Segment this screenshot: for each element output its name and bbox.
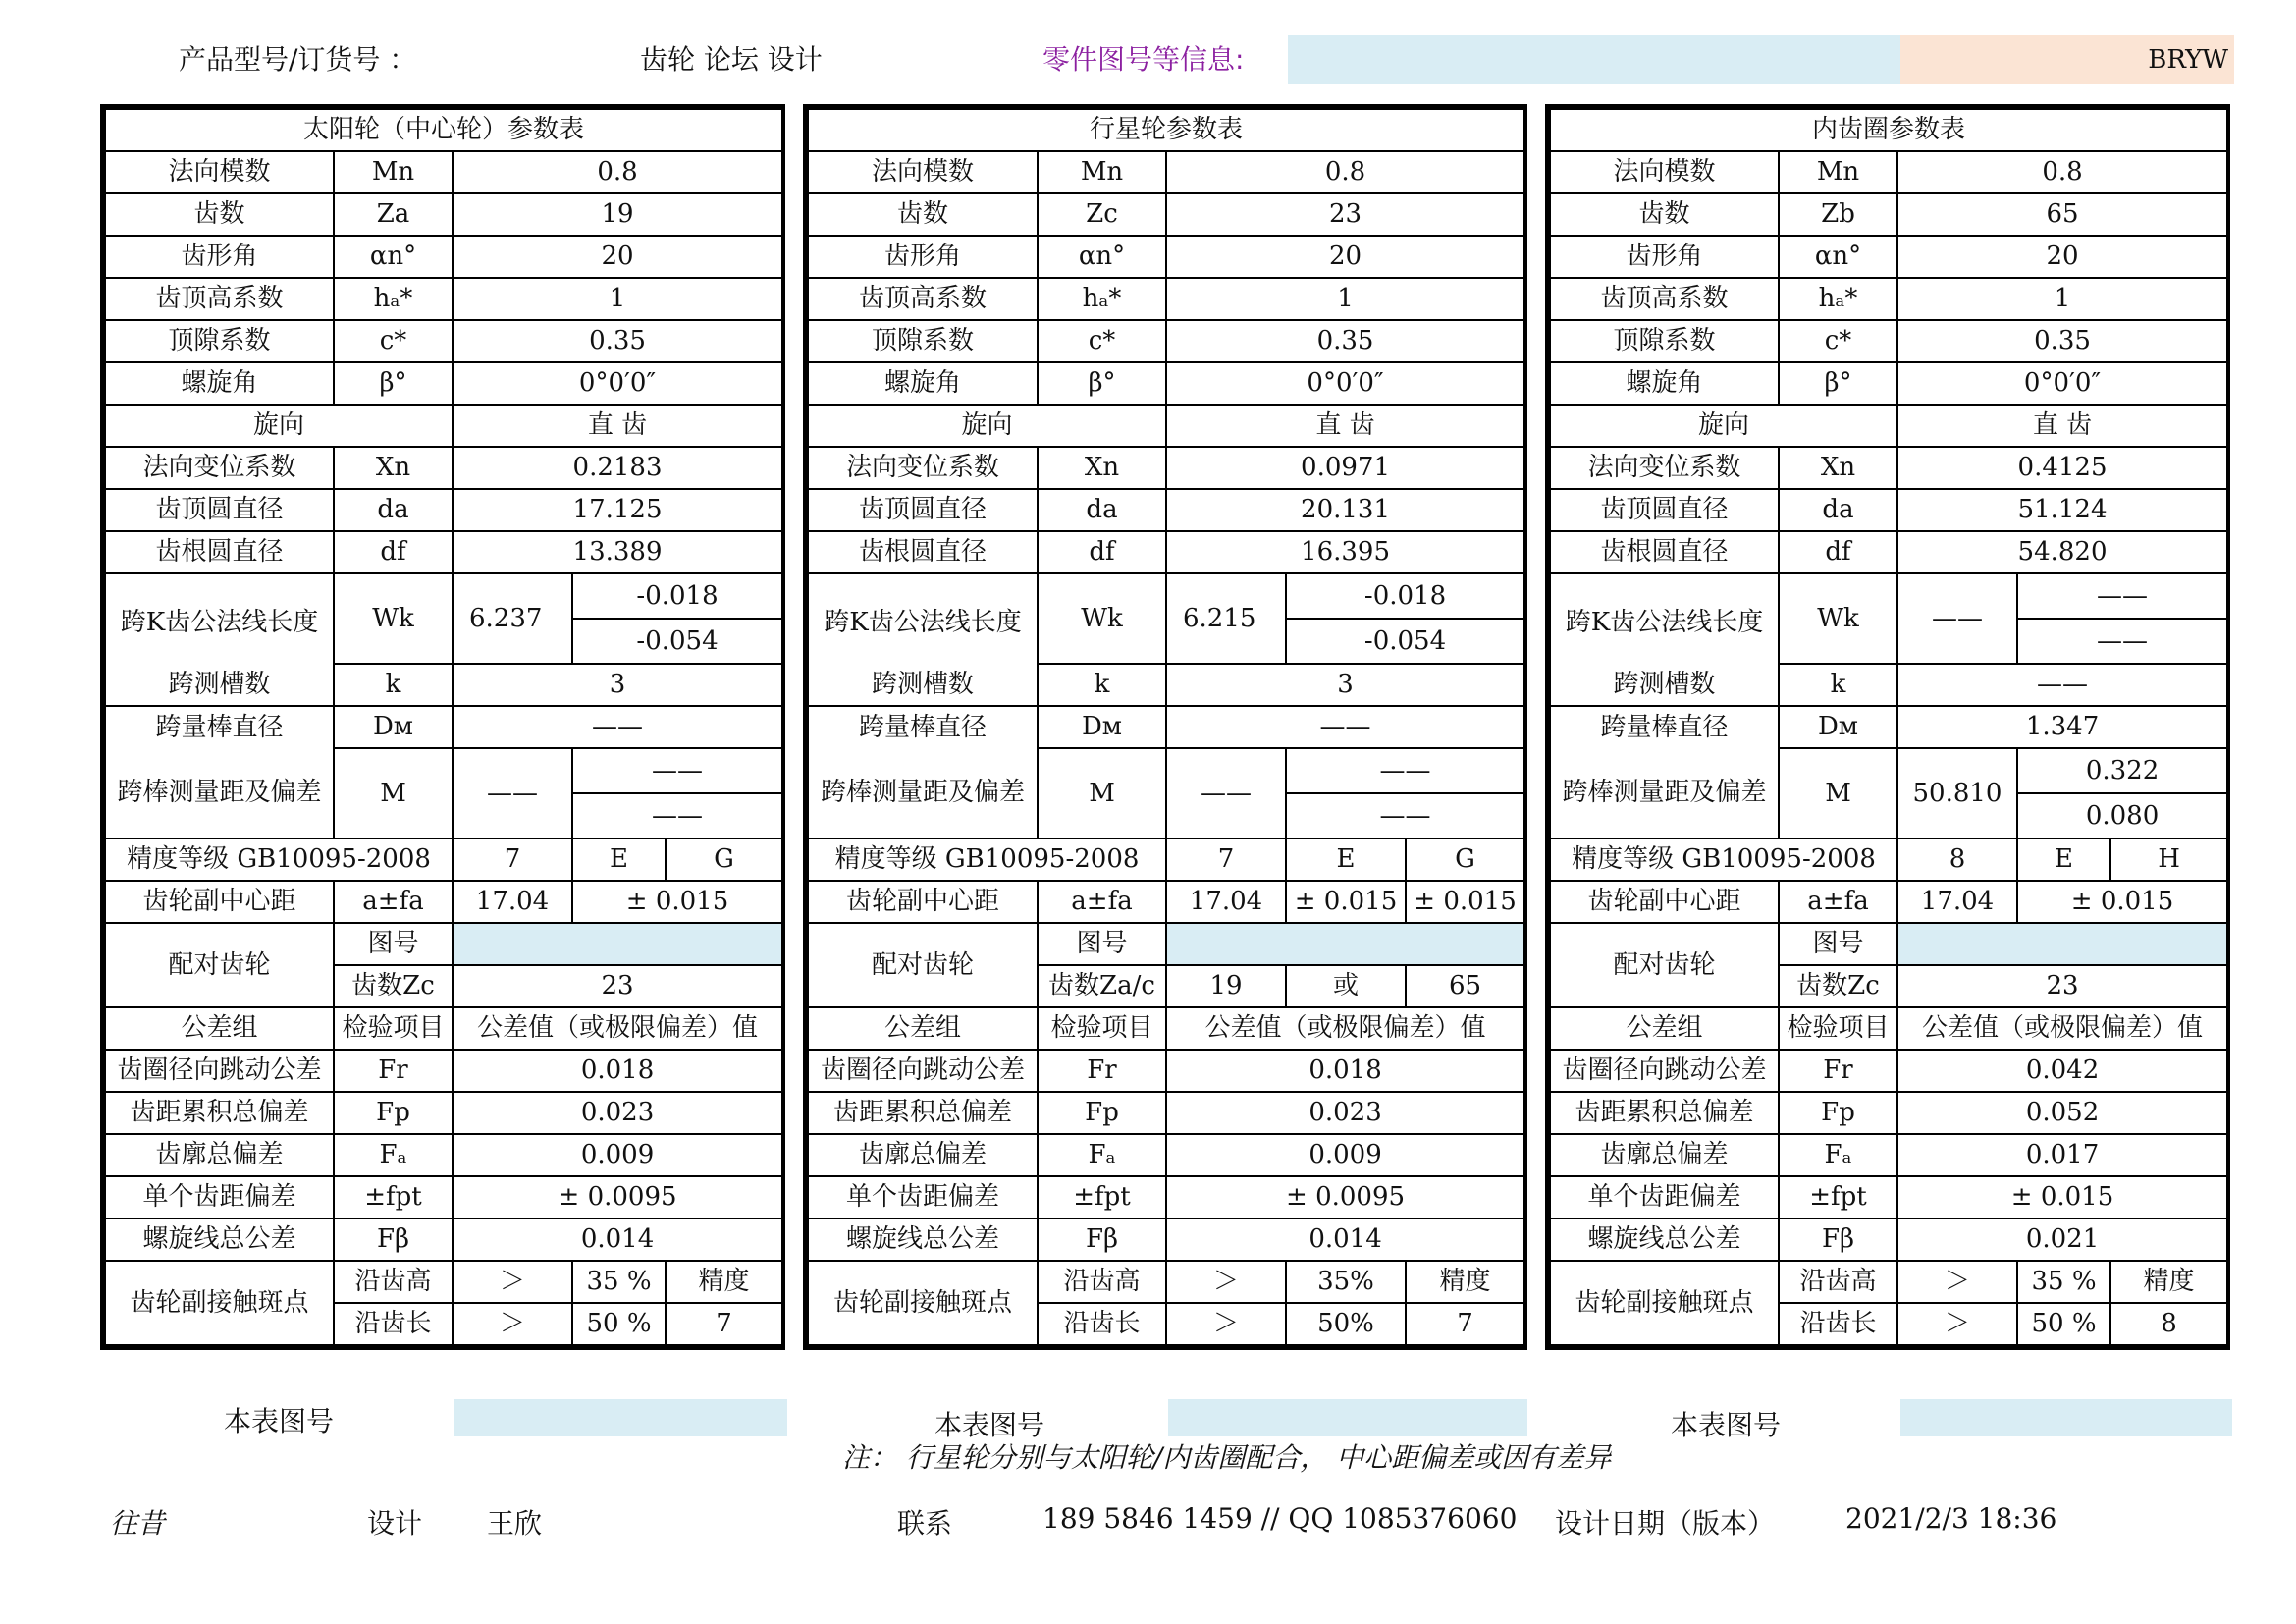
row-symbol: Fₐ	[1779, 1134, 1897, 1176]
planet-gear-table	[807, 108, 1525, 1346]
value-cell[interactable]: 6.215	[1166, 573, 1286, 664]
value-cell[interactable]: 20.131	[1166, 489, 1524, 531]
row-symbol: Fr	[1038, 1050, 1166, 1092]
row-symbol: 沿齿长	[1038, 1303, 1166, 1345]
row-symbol: hₐ*	[1038, 278, 1166, 320]
value-cell[interactable]: 0°0′0″	[1897, 362, 2227, 405]
accuracy-value[interactable]: 8	[2110, 1303, 2227, 1345]
value-cell[interactable]: 3	[1166, 664, 1524, 706]
table-title: 太阳轮（中心轮）参数表	[105, 109, 782, 151]
value-cell[interactable]: 17.04	[1897, 881, 2017, 923]
upper-deviation[interactable]: -0.018	[1287, 574, 1523, 620]
value-cell[interactable]: 0.8	[453, 151, 782, 193]
row-symbol: 图号	[1038, 923, 1166, 965]
upper-deviation[interactable]: ——	[2018, 574, 2226, 620]
row-label: 齿顶圆直径	[1550, 489, 1779, 531]
value-cell[interactable]: 直 齿	[1166, 405, 1524, 447]
lower-deviation[interactable]: ——	[1379, 801, 1431, 831]
value-cell[interactable]: 0.4125	[1897, 447, 2227, 489]
value-cell[interactable]: 0.052	[1897, 1092, 2227, 1134]
lower-deviation[interactable]: -0.054	[636, 626, 719, 656]
value-cell[interactable]: 1	[1166, 278, 1524, 320]
row-symbol: 沿齿高	[334, 1261, 453, 1303]
row-symbol: ±fpt	[334, 1176, 453, 1218]
value-cell[interactable]: 23	[453, 965, 782, 1007]
accuracy-value[interactable]: 7	[666, 1303, 782, 1345]
row-symbol: df	[1038, 531, 1166, 573]
row-label: 跨量棒直径	[1550, 706, 1779, 748]
accuracy-value[interactable]: 7	[1406, 1303, 1524, 1345]
value-cell[interactable]: ——	[1897, 573, 2017, 664]
mate-z-sun[interactable]: 19	[1166, 965, 1286, 1007]
row-label: 齿圈径向跳动公差	[105, 1050, 334, 1092]
value-cell[interactable]: ——	[1166, 748, 1286, 839]
row-symbol: 图号	[334, 923, 453, 965]
row-label: 齿顶高系数	[808, 278, 1038, 320]
row-label: 单个齿距偏差	[808, 1176, 1038, 1218]
row-symbol: Fp	[1038, 1092, 1166, 1134]
row-label: 齿轮副中心距	[1550, 881, 1779, 923]
row-symbol: da	[1038, 489, 1166, 531]
row-symbol: Xn	[1038, 447, 1166, 489]
row-symbol: Fr	[1779, 1050, 1897, 1092]
row-label: 跨K齿公法线长度	[1565, 607, 1764, 637]
row-symbol: αn°	[1779, 236, 1897, 278]
row-symbol: Dм	[1038, 706, 1166, 748]
row-label: 齿顶高系数	[105, 278, 334, 320]
row-label: 齿距累积总偏差	[105, 1092, 334, 1134]
row-label: 齿根圆直径	[105, 531, 334, 573]
center-tolerance[interactable]: ± 0.015	[2017, 881, 2227, 923]
row-symbol: Dм	[334, 706, 453, 748]
row-symbol: a±fa	[1038, 881, 1166, 923]
planet-table-number-label: 本表图号	[934, 1409, 1045, 1441]
row-symbol: M	[1779, 748, 1897, 839]
row-label: 配对齿轮	[1550, 923, 1779, 1007]
value-cell[interactable]: 16.395	[1166, 531, 1524, 573]
row-symbol: 检验项目	[1038, 1007, 1166, 1050]
row-symbol: k	[1038, 664, 1166, 706]
row-label: 齿形角	[105, 236, 334, 278]
row-label: 齿圈径向跳动公差	[1550, 1050, 1779, 1092]
value-cell[interactable]: 50 %	[2017, 1303, 2110, 1345]
center-tolerance[interactable]: ± 0.015	[572, 881, 782, 923]
table-title: 内齿圈参数表	[1550, 109, 2227, 151]
value-cell[interactable]: 50 %	[572, 1303, 666, 1345]
row-label: 跨棒测量距及偏差	[105, 748, 334, 839]
value-cell[interactable]: 6.237	[453, 573, 572, 664]
sun-gear-panel	[100, 104, 785, 1350]
gt-sign: ＞	[453, 1261, 572, 1303]
value-cell[interactable]: 0.014	[453, 1218, 782, 1261]
value-cell[interactable]: 35 %	[2017, 1261, 2110, 1303]
value-cell[interactable]: 直 齿	[453, 405, 782, 447]
value-cell[interactable]: ——	[453, 748, 572, 839]
wk-label-cell	[808, 573, 1038, 664]
value-cell[interactable]: 1	[453, 278, 782, 320]
gt-sign: ＞	[1166, 1261, 1286, 1303]
value-cell[interactable]: 17.125	[453, 489, 782, 531]
row-label: 法向变位系数	[105, 447, 334, 489]
value-cell[interactable]: 0.8	[1166, 151, 1524, 193]
row-symbol: c*	[1779, 320, 1897, 362]
row-symbol: 齿数Zc	[334, 965, 453, 1007]
value-cell[interactable]: 0.017	[1897, 1134, 2227, 1176]
mate-drawing-field[interactable]	[1166, 923, 1524, 965]
row-symbol: df	[334, 531, 453, 573]
grade-e[interactable]: E	[572, 839, 666, 881]
grade-e[interactable]: E	[1286, 839, 1406, 881]
row-label: 顶隙系数	[808, 320, 1038, 362]
table-title: 行星轮参数表	[808, 109, 1524, 151]
value-cell[interactable]: 0.009	[1166, 1134, 1524, 1176]
row-symbol: Fp	[1779, 1092, 1897, 1134]
row-symbol: hₐ*	[1779, 278, 1897, 320]
row-symbol: M	[334, 748, 453, 839]
row-symbol: Fβ	[334, 1218, 453, 1261]
row-label: 跨K齿公法线长度	[824, 607, 1022, 637]
row-symbol: Zc	[1038, 193, 1166, 236]
grade-e[interactable]: E	[2017, 839, 2110, 881]
row-label: 公差组	[1550, 1007, 1779, 1050]
gt-sign: ＞	[1897, 1261, 2017, 1303]
row-symbol: 沿齿长	[1779, 1303, 1897, 1345]
value-cell[interactable]: 0.35	[453, 320, 782, 362]
row-label: 齿圈径向跳动公差	[808, 1050, 1038, 1092]
gt-sign: ＞	[453, 1303, 572, 1345]
accuracy-label: 精度	[1406, 1261, 1524, 1303]
row-symbol: 沿齿高	[1038, 1261, 1166, 1303]
sun-gear-table	[104, 108, 783, 1346]
planet-gear-panel	[803, 104, 1527, 1350]
grade-value[interactable]: 8	[1897, 839, 2017, 881]
row-label: 法向变位系数	[808, 447, 1038, 489]
row-symbol: Wk	[1038, 573, 1166, 664]
part-info-label: 零件图号等信息:	[1042, 43, 1245, 76]
value-cell[interactable]: 0.009	[453, 1134, 782, 1176]
row-symbol: c*	[334, 320, 453, 362]
value-cell[interactable]: 0.2183	[453, 447, 782, 489]
row-symbol: β°	[1038, 362, 1166, 405]
row-symbol: Wk	[334, 573, 453, 664]
row-symbol: M	[1038, 748, 1166, 839]
row-label: 顶隙系数	[1550, 320, 1779, 362]
row-label: 跨量棒直径	[105, 706, 334, 748]
row-symbol: Mn	[1779, 151, 1897, 193]
row-symbol: Xn	[334, 447, 453, 489]
upper-deviation[interactable]: 0.322	[2018, 749, 2226, 794]
row-label: 法向模数	[1550, 151, 1779, 193]
center-tolerance-ring[interactable]: ± 0.015	[1406, 881, 1524, 923]
value-cell[interactable]: 0°0′0″	[453, 362, 782, 405]
row-label: 齿廓总偏差	[105, 1134, 334, 1176]
product-value[interactable]: 齿轮 论坛 设计	[640, 43, 823, 76]
row-label: 螺旋线总公差	[1550, 1218, 1779, 1261]
row-symbol: 齿数Zc	[1779, 965, 1897, 1007]
wk-label-cell	[105, 573, 334, 664]
row-symbol: c*	[1038, 320, 1166, 362]
row-symbol: ±fpt	[1038, 1176, 1166, 1218]
row-label: 齿形角	[1550, 236, 1779, 278]
value-cell[interactable]: 23	[1897, 965, 2227, 1007]
row-symbol: Zb	[1779, 193, 1897, 236]
grade-g[interactable]: G	[1406, 839, 1524, 881]
row-label: 跨测槽数	[105, 664, 334, 706]
value-cell[interactable]: 0°0′0″	[1166, 362, 1524, 405]
gt-sign: ＞	[1897, 1303, 2017, 1345]
wk-deviation	[1286, 573, 1524, 664]
row-label: 跨测槽数	[808, 664, 1038, 706]
mate-or: 或	[1286, 965, 1406, 1007]
contact-info: 189 5846 1459 // QQ 1085376060	[1042, 1502, 1518, 1535]
row-symbol: Fβ	[1779, 1218, 1897, 1261]
row-label: 齿顶圆直径	[808, 489, 1038, 531]
row-symbol: 沿齿长	[334, 1303, 453, 1345]
row-symbol: 齿数Za/c	[1038, 965, 1166, 1007]
sun-table-number-field[interactable]	[454, 1399, 787, 1436]
value-cell[interactable]: ——	[453, 706, 782, 748]
value-cell[interactable]: 0.35	[1166, 320, 1524, 362]
row-label: 齿轮副中心距	[105, 881, 334, 923]
row-symbol: da	[1779, 489, 1897, 531]
row-label: 跨测槽数	[1550, 664, 1779, 706]
value-cell[interactable]: 13.389	[453, 531, 782, 573]
mate-drawing-field[interactable]	[453, 923, 782, 965]
part-info-field[interactable]	[1288, 35, 1900, 84]
row-symbol: αn°	[334, 236, 453, 278]
value-cell[interactable]: 0.0971	[1166, 447, 1524, 489]
grade-g[interactable]: H	[2110, 839, 2227, 881]
value-cell[interactable]: 20	[453, 236, 782, 278]
value-cell[interactable]: ——	[1897, 664, 2227, 706]
m-deviation	[2017, 748, 2227, 839]
value-cell[interactable]: 54.820	[1897, 531, 2227, 573]
row-symbol: ±fpt	[1779, 1176, 1897, 1218]
row-label: 单个齿距偏差	[105, 1176, 334, 1218]
m-deviation	[1286, 748, 1524, 839]
row-label: 齿数	[105, 193, 334, 236]
row-label: 跨棒测量距及偏差	[808, 748, 1038, 839]
row-symbol: Dм	[1779, 706, 1897, 748]
column-header: 公差值（或极限偏差）值	[453, 1007, 782, 1050]
row-label: 螺旋线总公差	[105, 1218, 334, 1261]
wk-deviation	[572, 573, 782, 664]
row-label: 齿轮副接触斑点	[105, 1261, 334, 1345]
value-cell[interactable]: 20	[1166, 236, 1524, 278]
row-symbol: β°	[1779, 362, 1897, 405]
row-symbol: k	[1779, 664, 1897, 706]
accuracy-label: 精度	[2110, 1261, 2227, 1303]
value-cell[interactable]: ± 0.0095	[1166, 1176, 1524, 1218]
mate-drawing-field[interactable]	[1897, 923, 2227, 965]
row-label: 精度等级 GB10095-2008	[105, 839, 453, 881]
value-cell[interactable]: 50%	[1286, 1303, 1406, 1345]
row-symbol: αn°	[1038, 236, 1166, 278]
value-cell[interactable]: 35 %	[572, 1261, 666, 1303]
row-symbol: hₐ*	[334, 278, 453, 320]
row-symbol: 检验项目	[334, 1007, 453, 1050]
design-date-label: 设计日期（版本）	[1555, 1507, 1776, 1540]
value-cell[interactable]: 0.018	[453, 1050, 782, 1092]
row-symbol: Fₐ	[1038, 1134, 1166, 1176]
row-label: 法向模数	[105, 151, 334, 193]
row-label: 齿顶圆直径	[105, 489, 334, 531]
grade-value[interactable]: 7	[453, 839, 572, 881]
row-label: 齿根圆直径	[1550, 531, 1779, 573]
row-symbol: Za	[334, 193, 453, 236]
ring-gear-table	[1549, 108, 2228, 1346]
row-symbol: 沿齿高	[1779, 1261, 1897, 1303]
value-cell[interactable]: 17.04	[453, 881, 572, 923]
value-cell[interactable]: 51.124	[1897, 489, 2227, 531]
row-label: 法向变位系数	[1550, 447, 1779, 489]
value-cell[interactable]: 0.35	[1897, 320, 2227, 362]
value-cell[interactable]: 17.04	[1166, 881, 1286, 923]
value-cell[interactable]: ——	[1166, 706, 1524, 748]
row-label: 精度等级 GB10095-2008	[808, 839, 1166, 881]
column-header: 公差值（或极限偏差）值	[1897, 1007, 2227, 1050]
row-label: 齿轮副中心距	[808, 881, 1038, 923]
value-cell[interactable]: 20	[1897, 236, 2227, 278]
value-cell[interactable]: 0.8	[1897, 151, 2227, 193]
row-label: 旋向	[105, 405, 453, 447]
row-label: 螺旋角	[105, 362, 334, 405]
row-label: 单个齿距偏差	[1550, 1176, 1779, 1218]
row-symbol: Fr	[334, 1050, 453, 1092]
row-label: 齿廓总偏差	[1550, 1134, 1779, 1176]
value-cell[interactable]: 直 齿	[1897, 405, 2227, 447]
lower-deviation[interactable]: -0.054	[1363, 626, 1447, 656]
sun-table-number-label: 本表图号	[224, 1405, 335, 1437]
row-symbol: Fₐ	[334, 1134, 453, 1176]
wk-deviation	[2017, 573, 2227, 664]
value-cell[interactable]: 35%	[1286, 1261, 1406, 1303]
row-symbol: 检验项目	[1779, 1007, 1897, 1050]
designer-name: 王欣	[487, 1507, 543, 1540]
ring-table-number-field[interactable]	[1900, 1399, 2232, 1436]
value-cell[interactable]: 0.014	[1166, 1218, 1524, 1261]
value-cell[interactable]: 65	[1897, 193, 2227, 236]
value-cell[interactable]: ± 0.015	[1897, 1176, 2227, 1218]
row-label: 旋向	[808, 405, 1166, 447]
center-tolerance-sun[interactable]: ± 0.015	[1286, 881, 1406, 923]
value-cell[interactable]: 0.018	[1166, 1050, 1524, 1092]
row-symbol: Wk	[1779, 573, 1897, 664]
row-label: 齿数	[1550, 193, 1779, 236]
upper-deviation[interactable]: ——	[1287, 749, 1523, 794]
row-label: 精度等级 GB10095-2008	[1550, 839, 1897, 881]
row-label: 齿距累积总偏差	[1550, 1092, 1779, 1134]
row-label: 齿轮副接触斑点	[808, 1261, 1038, 1345]
row-label: 齿根圆直径	[808, 531, 1038, 573]
row-label: 公差组	[105, 1007, 334, 1050]
value-cell[interactable]: 1.347	[1897, 706, 2227, 748]
ring-table-number-label: 本表图号	[1671, 1409, 1782, 1441]
value-cell[interactable]: 1	[1897, 278, 2227, 320]
gt-sign: ＞	[1166, 1303, 1286, 1345]
design-date: 2021/2/3 18:36	[1845, 1502, 2057, 1535]
row-symbol: β°	[334, 362, 453, 405]
row-label: 齿廓总偏差	[808, 1134, 1038, 1176]
row-label: 配对齿轮	[808, 923, 1038, 1007]
part-info-value[interactable]: BRYW	[1900, 35, 2234, 84]
row-symbol: Mn	[334, 151, 453, 193]
row-symbol: Xn	[1779, 447, 1897, 489]
row-symbol: df	[1779, 531, 1897, 573]
row-symbol: k	[334, 664, 453, 706]
grade-value[interactable]: 7	[1166, 839, 1286, 881]
row-label: 旋向	[1550, 405, 1897, 447]
row-label: 齿轮副接触斑点	[1550, 1261, 1779, 1345]
contact-label: 联系	[897, 1507, 953, 1540]
ring-gear-panel	[1545, 104, 2230, 1350]
column-header: 公差值（或极限偏差）值	[1166, 1007, 1524, 1050]
mate-z-ring[interactable]: 65	[1406, 965, 1524, 1007]
row-label: 螺旋角	[808, 362, 1038, 405]
planet-table-number-field[interactable]	[1168, 1399, 1527, 1436]
value-cell[interactable]: 23	[1166, 193, 1524, 236]
author-name: 往昔	[110, 1507, 166, 1540]
row-label: 配对齿轮	[105, 923, 334, 1007]
row-label: 螺旋角	[1550, 362, 1779, 405]
row-label: 顶隙系数	[105, 320, 334, 362]
lower-deviation[interactable]: ——	[2097, 626, 2149, 656]
upper-deviation[interactable]: -0.018	[573, 574, 781, 620]
row-label: 公差组	[808, 1007, 1038, 1050]
row-label: 螺旋线总公差	[808, 1218, 1038, 1261]
value-cell[interactable]: 0.023	[1166, 1092, 1524, 1134]
row-symbol: a±fa	[334, 881, 453, 923]
row-symbol: Fp	[334, 1092, 453, 1134]
product-label: 产品型号/订货号 ：	[179, 43, 417, 76]
row-label: 跨K齿公法线长度	[120, 607, 319, 637]
lower-deviation[interactable]: 0.080	[2085, 801, 2160, 831]
m-deviation	[572, 748, 782, 839]
value-cell[interactable]: ± 0.0095	[453, 1176, 782, 1218]
value-cell[interactable]: 0.042	[1897, 1050, 2227, 1092]
row-symbol: Fβ	[1038, 1218, 1166, 1261]
row-label: 齿数	[808, 193, 1038, 236]
row-label: 齿距累积总偏差	[808, 1092, 1038, 1134]
value-cell[interactable]: 0.023	[453, 1092, 782, 1134]
accuracy-label: 精度	[666, 1261, 782, 1303]
row-symbol: a±fa	[1779, 881, 1897, 923]
design-label: 设计	[367, 1507, 423, 1540]
value-cell[interactable]: 50.810	[1897, 748, 2017, 839]
row-label: 法向模数	[808, 151, 1038, 193]
value-cell[interactable]: 19	[453, 193, 782, 236]
row-symbol: da	[334, 489, 453, 531]
upper-deviation[interactable]: ——	[573, 749, 781, 794]
wk-label-cell	[1550, 573, 1779, 664]
row-label: 跨棒测量距及偏差	[1550, 748, 1779, 839]
row-symbol: 图号	[1779, 923, 1897, 965]
row-label: 跨量棒直径	[808, 706, 1038, 748]
row-label: 齿形角	[808, 236, 1038, 278]
value-cell[interactable]: 0.021	[1897, 1218, 2227, 1261]
lower-deviation[interactable]: ——	[652, 801, 704, 831]
grade-g[interactable]: G	[666, 839, 782, 881]
row-symbol: Mn	[1038, 151, 1166, 193]
pairing-note: 注： 行星轮分别与太阳轮/内齿圈配合， 中心距偏差或因有差异	[842, 1441, 1612, 1474]
value-cell[interactable]: 3	[453, 664, 782, 706]
row-label: 齿顶高系数	[1550, 278, 1779, 320]
